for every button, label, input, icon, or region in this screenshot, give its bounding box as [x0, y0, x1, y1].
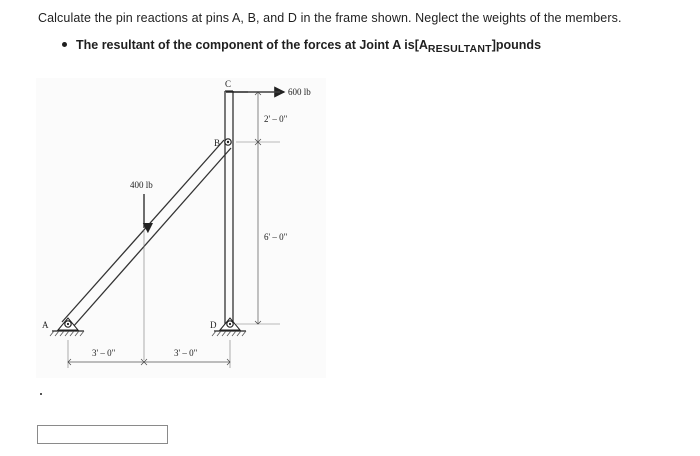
bullet-icon: [62, 42, 67, 47]
label-c: C: [225, 79, 232, 89]
prompt-text: The resultant of the component of the forces at Joint A is: [76, 38, 415, 52]
load-600-label: 600 lb: [288, 87, 311, 97]
blank-token: [414, 38, 496, 55]
dim-side-label: 6' – 0": [264, 232, 288, 242]
dim-bottom-right-label: 3' – 0": [174, 348, 198, 358]
label-a: A: [42, 320, 49, 330]
prompt-units: pounds: [495, 38, 542, 52]
answer-input[interactable]: [37, 425, 168, 444]
blank-open: [A: [414, 38, 428, 52]
blank-subscript: RESULTANT: [427, 43, 492, 55]
label-d: D: [210, 320, 217, 330]
dim-bottom-left-label: 3' – 0": [92, 348, 116, 358]
answer-prompt: [62, 38, 542, 55]
dim-top-label: 2' – 0": [264, 114, 288, 124]
stray-dot: [40, 393, 42, 395]
label-b: B: [214, 138, 221, 148]
question-text: Calculate the pin reactions at pins A, B, and D in the frame shown. Neglect the weights of the members.: [38, 11, 622, 25]
frame-diagram: [36, 78, 326, 378]
load-400-label: 400 lb: [130, 180, 153, 190]
blank-close: ]: [491, 38, 496, 52]
